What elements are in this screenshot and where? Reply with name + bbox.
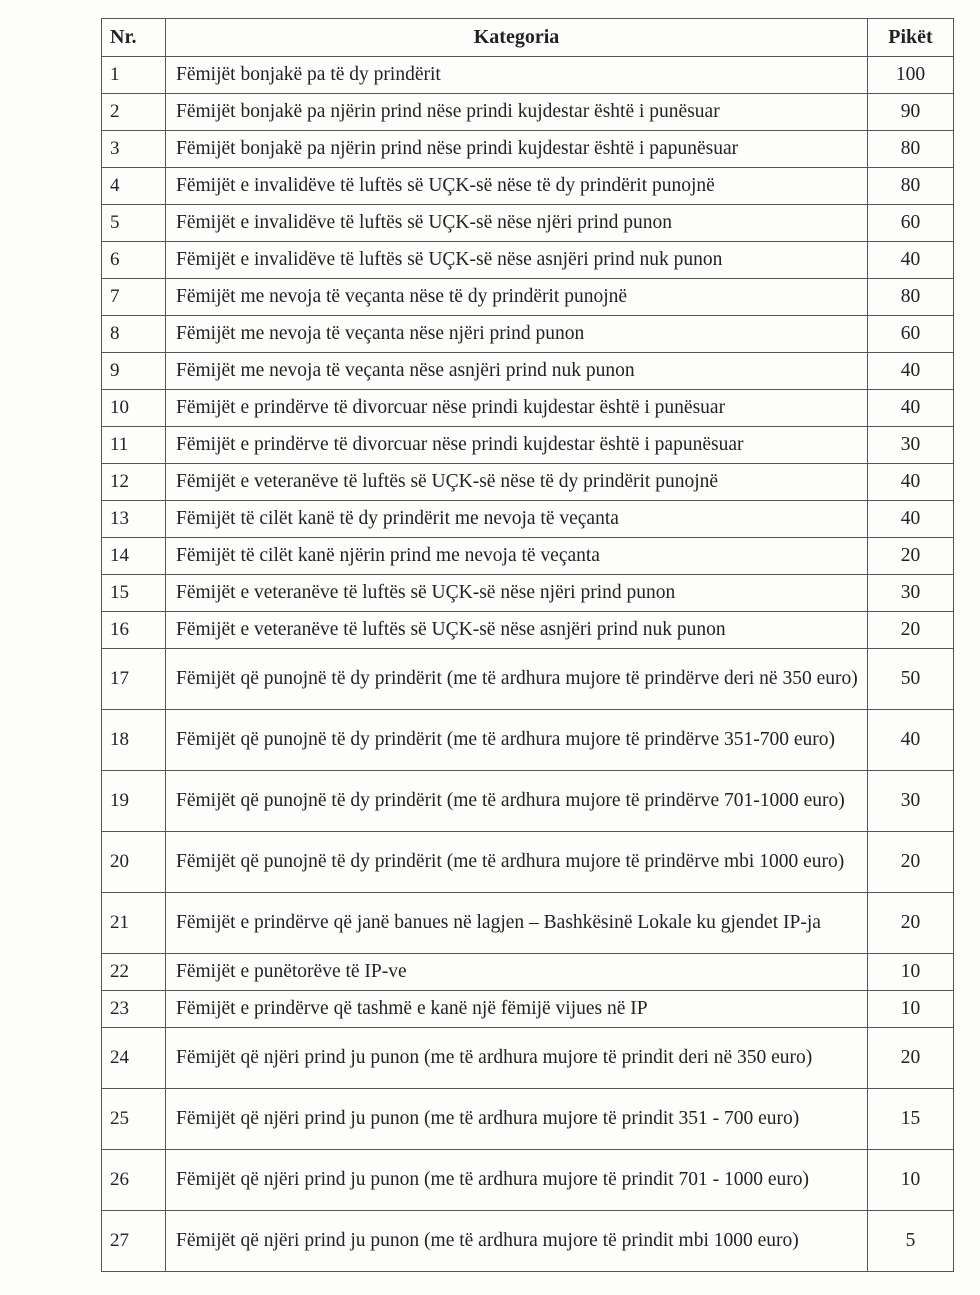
row-piket: 40 [868,501,954,538]
row-nr: 9 [102,353,166,390]
row-kategoria: Fëmijët bonjakë pa njërin prind nëse prindi kujdestar është i papunësuar [166,131,868,168]
table-row [102,1028,954,1089]
row-nr: 14 [102,538,166,575]
table-row [102,538,954,575]
row-kategoria: Fëmijët që punojnë të dy prindërit (me të ardhura mujore të prindërve deri në 350 euro) [166,649,868,710]
row-nr: 22 [102,954,166,991]
row-nr: 20 [102,832,166,893]
row-piket: 100 [868,57,954,94]
row-nr: 11 [102,427,166,464]
row-kategoria: Fëmijët me nevoja të veçanta nëse asnjëri prind nuk punon [166,353,868,390]
row-kategoria: Fëmijët e prindërve që janë banues në lagjen – Bashkësinë Lokale ku gjendet IP-ja [166,893,868,954]
row-kategoria: Fëmijët që punojnë të dy prindërit (me të ardhura mujore të prindërve 351-700 euro) [166,710,868,771]
row-nr: 3 [102,131,166,168]
table-row [102,353,954,390]
row-nr: 17 [102,649,166,710]
row-kategoria: Fëmijët që punojnë të dy prindërit (me të ardhura mujore të prindërve mbi 1000 euro) [166,832,868,893]
header-piket: Pikët [868,19,954,57]
row-piket: 40 [868,464,954,501]
row-kategoria: Fëmijët bonjakë pa të dy prindërit [166,57,868,94]
table-row [102,390,954,427]
row-kategoria: Fëmijët e prindërve të divorcuar nëse prindi kujdestar është i punësuar [166,390,868,427]
row-piket: 10 [868,991,954,1028]
row-kategoria: Fëmijët e punëtorëve të IP-ve [166,954,868,991]
table-row [102,279,954,316]
row-kategoria: Fëmijët bonjakë pa njërin prind nëse prindi kujdestar është i punësuar [166,94,868,131]
row-kategoria: Fëmijët e invalidëve të luftës së UÇK-së nëse asnjëri prind nuk punon [166,242,868,279]
row-piket: 20 [868,893,954,954]
table-row [102,501,954,538]
row-kategoria: Fëmijët që njëri prind ju punon (me të ardhura mujore të prindit 701 - 1000 euro) [166,1150,868,1211]
row-kategoria: Fëmijët me nevoja të veçanta nëse të dy prindërit punojnë [166,279,868,316]
row-piket: 60 [868,316,954,353]
row-piket: 40 [868,710,954,771]
table-header-row [102,19,954,57]
row-kategoria: Fëmijët të cilët kanë njërin prind me nevoja të veçanta [166,538,868,575]
row-piket: 90 [868,94,954,131]
row-nr: 25 [102,1089,166,1150]
row-nr: 13 [102,501,166,538]
row-nr: 7 [102,279,166,316]
row-kategoria: Fëmijët me nevoja të veçanta nëse njëri prind punon [166,316,868,353]
row-nr: 2 [102,94,166,131]
header-nr: Nr. [102,19,166,57]
row-nr: 12 [102,464,166,501]
row-kategoria: Fëmijët të cilët kanë të dy prindërit me nevoja të veçanta [166,501,868,538]
points-table [101,18,954,1272]
table-row [102,612,954,649]
row-piket: 30 [868,427,954,464]
row-piket: 20 [868,538,954,575]
row-piket: 10 [868,954,954,991]
row-piket: 60 [868,205,954,242]
row-kategoria: Fëmijët e veteranëve të luftës së UÇK-së nëse asnjëri prind nuk punon [166,612,868,649]
row-nr: 27 [102,1211,166,1272]
row-nr: 24 [102,1028,166,1089]
table-body [102,57,954,1272]
row-nr: 23 [102,991,166,1028]
table-row [102,1211,954,1272]
row-nr: 1 [102,57,166,94]
table-row [102,575,954,612]
row-nr: 4 [102,168,166,205]
row-nr: 16 [102,612,166,649]
row-piket: 40 [868,353,954,390]
row-piket: 80 [868,131,954,168]
row-nr: 26 [102,1150,166,1211]
row-kategoria: Fëmijët që njëri prind ju punon (me të ardhura mujore të prindit deri në 350 euro) [166,1028,868,1089]
table-row [102,1150,954,1211]
row-piket: 20 [868,832,954,893]
row-piket: 20 [868,612,954,649]
row-piket: 30 [868,771,954,832]
row-kategoria: Fëmijët që punojnë të dy prindërit (me të ardhura mujore të prindërve 701-1000 euro) [166,771,868,832]
row-kategoria: Fëmijët që njëri prind ju punon (me të ardhura mujore të prindit mbi 1000 euro) [166,1211,868,1272]
row-nr: 21 [102,893,166,954]
table-row [102,94,954,131]
row-piket: 10 [868,1150,954,1211]
row-nr: 6 [102,242,166,279]
table-row [102,464,954,501]
table-row [102,57,954,94]
row-piket: 15 [868,1089,954,1150]
row-kategoria: Fëmijët e veteranëve të luftës së UÇK-së nëse të dy prindërit punojnë [166,464,868,501]
table-row [102,832,954,893]
table-row [102,427,954,464]
row-piket: 40 [868,390,954,427]
row-kategoria: Fëmijët e veteranëve të luftës së UÇK-së nëse njëri prind punon [166,575,868,612]
table-row [102,168,954,205]
table-row [102,131,954,168]
table-row [102,205,954,242]
table-row [102,991,954,1028]
table-row [102,771,954,832]
row-kategoria: Fëmijët e prindërve që tashmë e kanë një fëmijë vijues në IP [166,991,868,1028]
row-kategoria: Fëmijët e prindërve të divorcuar nëse prindi kujdestar është i papunësuar [166,427,868,464]
header-kategoria: Kategoria [166,19,868,57]
row-piket: 40 [868,242,954,279]
row-nr: 10 [102,390,166,427]
row-kategoria: Fëmijët e invalidëve të luftës së UÇK-së nëse të dy prindërit punojnë [166,168,868,205]
table-row [102,649,954,710]
row-nr: 5 [102,205,166,242]
row-piket: 80 [868,168,954,205]
row-nr: 15 [102,575,166,612]
row-kategoria: Fëmijët që njëri prind ju punon (me të ardhura mujore të prindit 351 - 700 euro) [166,1089,868,1150]
table-row [102,242,954,279]
table-row [102,316,954,353]
row-piket: 50 [868,649,954,710]
table-row [102,710,954,771]
table-row [102,954,954,991]
row-nr: 19 [102,771,166,832]
table-row [102,893,954,954]
row-piket: 30 [868,575,954,612]
row-piket: 5 [868,1211,954,1272]
row-nr: 8 [102,316,166,353]
row-piket: 20 [868,1028,954,1089]
table-row [102,1089,954,1150]
row-kategoria: Fëmijët e invalidëve të luftës së UÇK-së nëse njëri prind punon [166,205,868,242]
row-piket: 80 [868,279,954,316]
row-nr: 18 [102,710,166,771]
